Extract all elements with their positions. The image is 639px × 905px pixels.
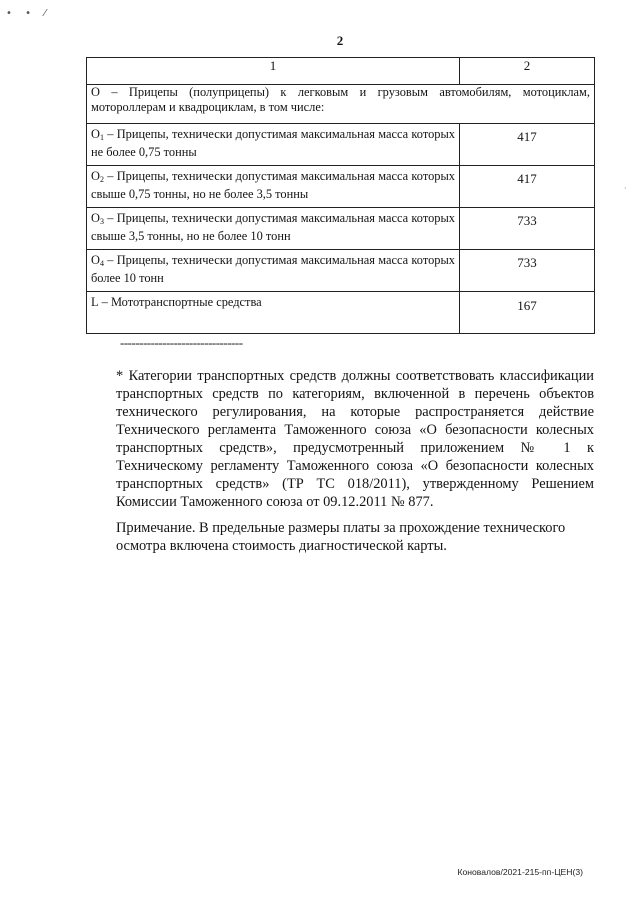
scan-artifact-marks: • • ⁄ (6, 8, 51, 19)
footnote-divider: -------------------------------- (120, 335, 243, 350)
fee-cell: 417 (460, 124, 595, 166)
category-cell (87, 124, 460, 166)
category-description: – Мототранспортные средства (98, 295, 262, 309)
column-header-2: 2 (460, 58, 595, 85)
fee-cell: 167 (460, 292, 595, 334)
category-code: O (91, 85, 100, 99)
category-cell (87, 166, 460, 208)
fee-cell: 733 (460, 208, 595, 250)
fee-cell: 733 (460, 250, 595, 292)
category-description: – Прицепы (полуприцепы) к легковым и грузовым автомобилям, мотоциклам, мотороллерам и квадроциклам, в том числе: (91, 85, 590, 114)
scan-artifact-dot: · (624, 184, 627, 193)
note-text: Примечание. В предельные размеры платы за прохождение технического осмотра включена стоимость диагностической карты. (116, 520, 566, 554)
table-row (87, 292, 595, 334)
table-row (87, 208, 595, 250)
category-code: L (91, 295, 99, 309)
document-code: Коновалов/2021-215-пп-ЦЕН(3) (457, 867, 583, 877)
page-number: 2 (336, 33, 344, 48)
footnote-text: * Категории транспортных средств должны соответствовать классификации транспортных средств по категориям, включенной в перечень объектов технического регулирования, на которые распространяется действие Технического регламента Таможенного союза «О безопасности колесных транспортных средств», предусмотренный приложением № 1 к Техническому регламенту Таможенного союза «О безопасности колесных транспортных средств» (ТР ТС 018/2011), утвержденному Решением Комиссии Таможенного союза от 09.12.2011 № 877. (116, 368, 594, 510)
category-code: $O_3$ (91, 211, 104, 226)
table-row (87, 250, 595, 292)
table-row (87, 124, 595, 166)
column-header-1: 1 (87, 58, 460, 85)
table-header-row (87, 58, 595, 85)
category-code: $O_2$ (91, 169, 104, 184)
table-group-row (87, 85, 595, 124)
table-row (87, 166, 595, 208)
fee-table (86, 57, 595, 334)
category-cell (87, 292, 460, 334)
category-description: – Прицепы, технически допустимая максимальная масса которых свыше 0,75 тонны, но не более 3,5 тонны (91, 169, 455, 201)
fee-cell: 417 (460, 166, 595, 208)
category-code: $O_1$ (91, 127, 104, 142)
category-cell (87, 208, 460, 250)
category-description: – Прицепы, технически допустимая максимальная масса которых свыше 3,5 тонны, но не более 10 тонн (91, 211, 455, 243)
group-cell (87, 85, 595, 124)
category-description: – Прицепы, технически допустимая максимальная масса которых более 10 тонн (91, 253, 455, 285)
category-code: $O_4$ (91, 253, 104, 268)
category-cell (87, 250, 460, 292)
category-description: – Прицепы, технически допустимая максимальная масса которых не более 0,75 тонны (91, 127, 455, 159)
